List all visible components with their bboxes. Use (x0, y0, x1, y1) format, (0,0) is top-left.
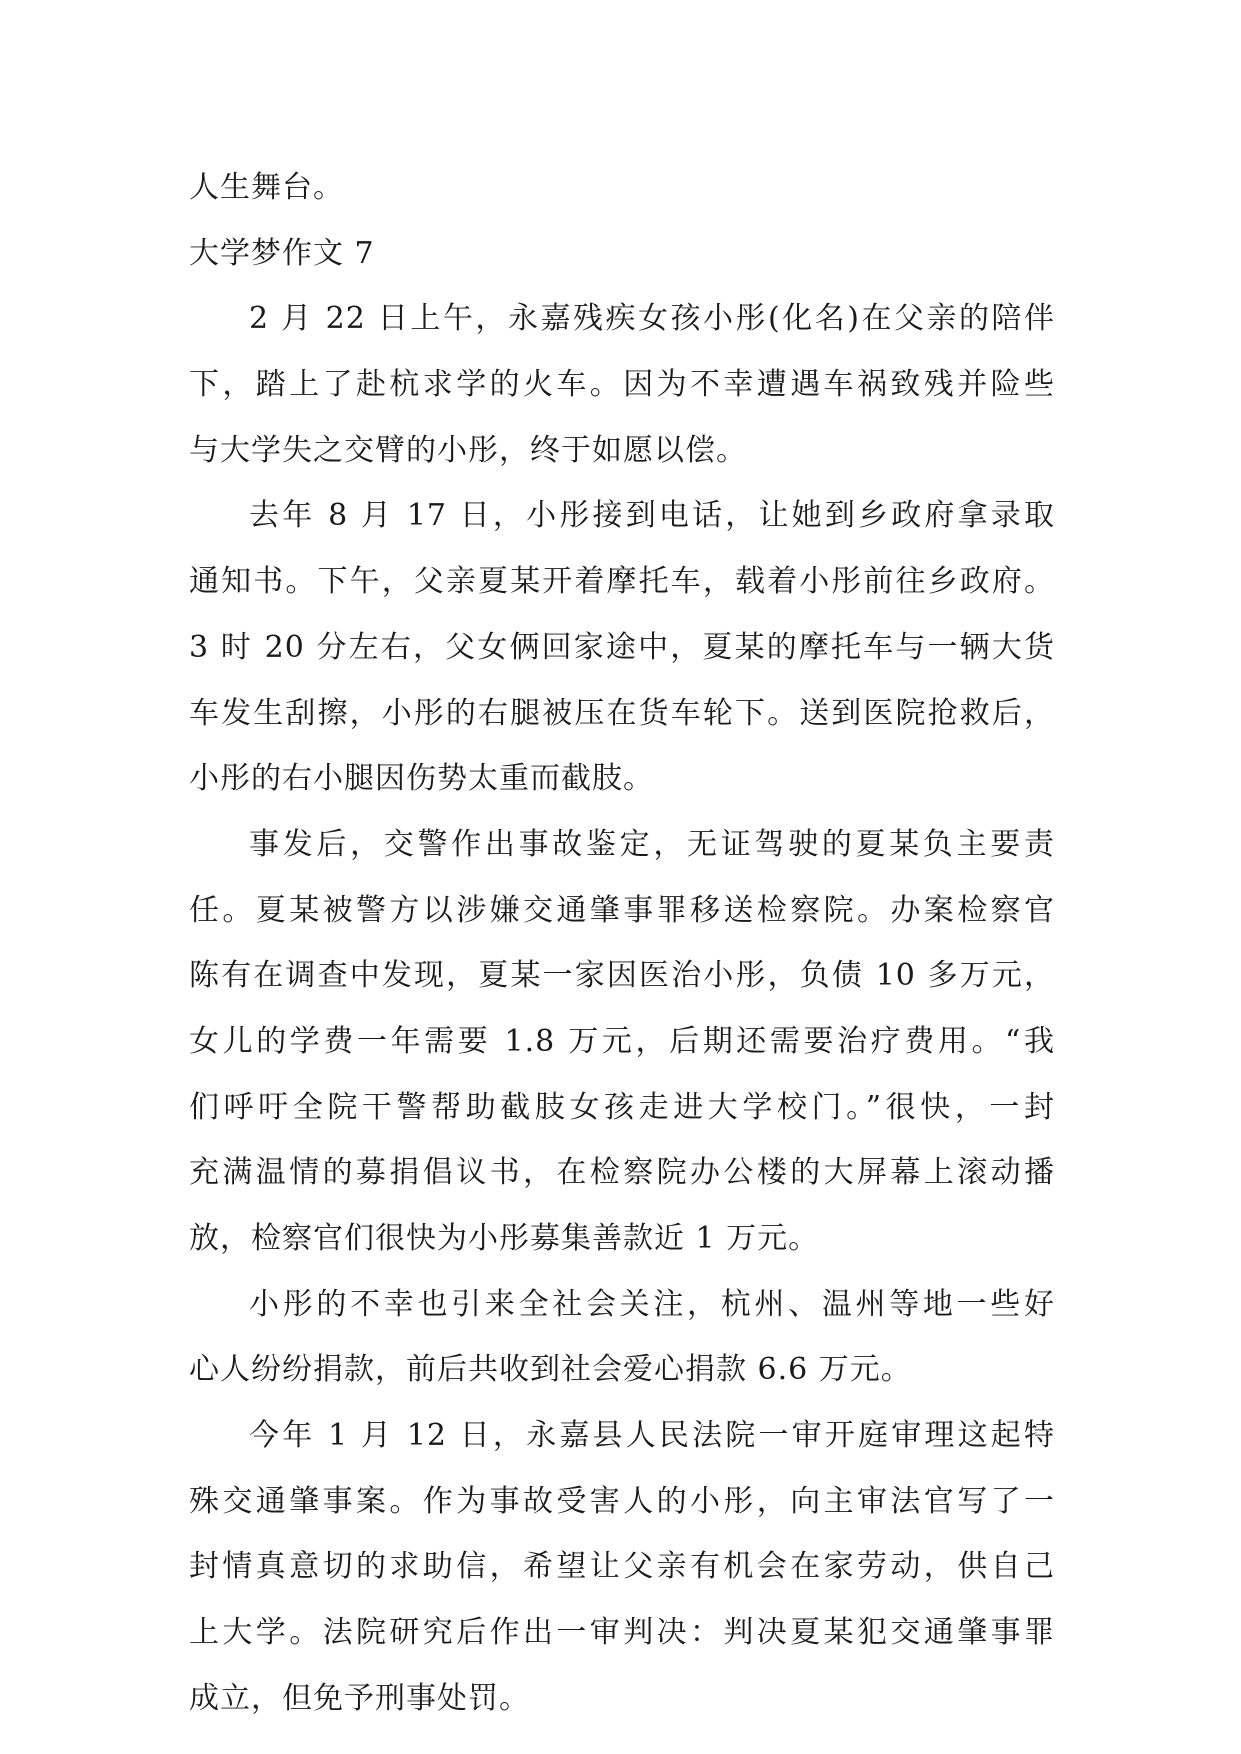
paragraph-line: 殊交通肇事案。作为事故受害人的小彤，向主审法官写了一 (189, 1483, 1055, 1519)
paragraph-line: 放，检察官们很快为小彤募集善款近 1 万元。 (189, 1221, 820, 1256)
paragraph-line: 车发生刮擦，小彤的右腿被压在货车轮下。送到医院抢救后， (189, 695, 1055, 731)
paragraph-line: 充满温情的募捐倡议书，在检察院办公楼的大屏幕上滚动播 (189, 1155, 1055, 1191)
paragraph-line: 陈有在调查中发现，夏某一家因医治小彤，负债 10 多万元， (189, 958, 1055, 994)
paragraph-line: 3 时 20 分左右，父女俩回家途中，夏某的摩托车与一辆大货 (189, 629, 1055, 665)
paragraph-line: 小彤的右小腿因伤势太重而截肢。 (189, 761, 654, 797)
paragraph-line: 小彤的不幸也引来全社会关注，杭州、温州等地一些好 (249, 1286, 1055, 1322)
paragraph-line: 们呼吁全院干警帮助截肢女孩走进大学校门。”很快，一封 (189, 1089, 1055, 1125)
paragraph-line: 2 月 22 日上午，永嘉残疾女孩小彤(化名)在父亲的陪伴 (249, 301, 1055, 337)
section-heading: 大学梦作文 7 (189, 235, 375, 271)
document-page (189, 155, 1055, 1732)
paragraph-line: 女儿的学费一年需要 1.8 万元，后期还需要治疗费用。“我 (189, 1023, 1055, 1059)
paragraph-line: 任。夏某被警方以涉嫌交通肇事罪移送检察院。办案检察官 (189, 892, 1055, 928)
paragraph-line: 与大学失之交臂的小彤，终于如愿以偿。 (189, 432, 747, 468)
paragraph-line: 事发后，交警作出事故鉴定，无证驾驶的夏某负主要责 (249, 826, 1055, 862)
paragraph-line: 上大学。法院研究后作出一审判决：判决夏某犯交通肇事罪 (189, 1615, 1055, 1651)
paragraph-line: 封情真意切的求助信，希望让父亲有机会在家劳动，供自己 (189, 1549, 1055, 1585)
paragraph-line: 通知书。下午，父亲夏某开着摩托车，载着小彤前往乡政府。 (189, 564, 1055, 600)
paragraph-line: 心人纷纷捐款，前后共收到社会爱心捐款 6.6 万元。 (189, 1352, 912, 1388)
text-line: 人生舞台。 (189, 170, 344, 205)
paragraph-line: 去年 8 月 17 日，小彤接到电话，让她到乡政府拿录取 (249, 498, 1055, 534)
paragraph-line: 今年 1 月 12 日，永嘉县人民法院一审开庭审理这起特 (249, 1418, 1055, 1454)
paragraph-line: 下，踏上了赴杭求学的火车。因为不幸遭遇车祸致残并险些 (189, 367, 1055, 403)
paragraph-line: 成立，但免予刑事处罚。 (189, 1680, 530, 1716)
